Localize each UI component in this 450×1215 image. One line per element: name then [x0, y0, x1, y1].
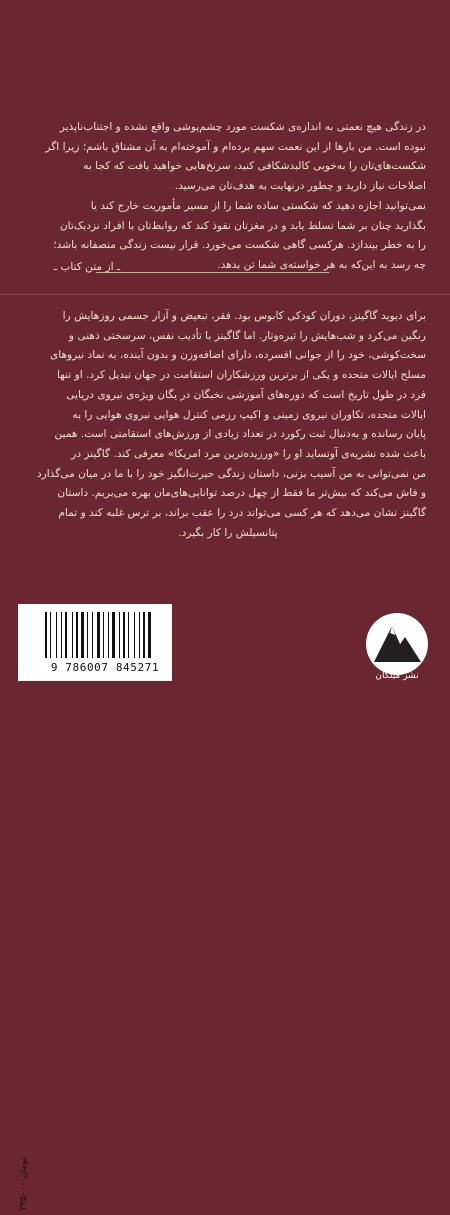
barcode-bar	[89, 612, 91, 658]
excerpt-line: چه رسد به این‌که به هر خواسته‌ی شما تن بدهد.	[217, 258, 426, 271]
barcode-bar	[92, 612, 93, 658]
excerpt-line: شکست‌های‌تان را به‌خوبی کالبدشکافی کنید، سرنخ‌هایی خواهید یافت که کجا به	[83, 160, 426, 173]
synopsis-line: پایان رسانده و به‌دنبال ثبت رکورد در تعداد زیادی از ورزش‌های استقامتی است. همین	[54, 428, 426, 441]
synopsis-line: من نمی‌توانی به من آسیب بزنی، داستان زندگی حیرت‌انگیز خود را با ما در میان می‌گذارد	[36, 467, 426, 480]
barcode-bar	[76, 612, 78, 658]
barcode-bar	[152, 612, 153, 658]
barcode-bar	[141, 612, 142, 658]
attribution-rule	[96, 272, 329, 273]
barcode-bar	[101, 612, 102, 658]
synopsis-line: پتانسیلش را کار بگیرد.	[178, 526, 278, 539]
barcode-bar	[74, 612, 75, 658]
isbn-barcode	[18, 604, 172, 1211]
synopsis-line: فرد در طول تاریخ است که دوره‌های آموزشی نخبگان در یگان ویژه‌ی نیروی دریایی	[66, 388, 426, 401]
barcode-bar	[134, 612, 135, 658]
excerpt-line: در زندگی هیچ نعمتی به اندازه‌ی شکست مورد چشم‌پوشی واقع نشده و اجتناب‌ناپذیر	[59, 121, 426, 133]
barcode-bar	[103, 612, 104, 658]
barcode-bar	[136, 612, 138, 658]
barcode-bar	[52, 612, 55, 658]
publisher-name: نشر میلکان	[375, 671, 419, 681]
barcode-bars	[45, 612, 165, 658]
barcode-bar	[58, 612, 60, 658]
barcode-bar	[63, 612, 64, 658]
synopsis-line: سخت‌کوشی، خود را از جوانی افسرده، دارای اضافه‌وزن و بدون آینده، به نماد نیروهای	[49, 349, 426, 362]
barcode-bar	[65, 612, 67, 658]
barcode-bar	[108, 612, 109, 658]
excerpt-line: نبوده است. من بارها از این نعمت سهم برده‌ام و آموخته‌ام به آن مشتاق باشم؛ زیرا اگر	[45, 140, 426, 153]
synopsis-line: مسلح ایالات متحده و یکی از برترین ورزشکاران استقامت در جهان تبدیل کرد. او تنها	[56, 369, 426, 382]
section-divider	[0, 294, 450, 295]
synopsis-line: ایالات متحده، تکاوران نیروی زمینی و اکیپ رزمی کنترل هوایی نیروی هوایی را به	[72, 408, 426, 421]
barcode-bar	[72, 612, 73, 658]
barcode-bar	[112, 612, 115, 658]
barcode-bar	[79, 612, 80, 658]
excerpt-line: بگذارید چنان بر شما تسلط یابد و در مغزتان نفوذ کند که روابط‌تان با افراد نزدیک‌تان	[59, 219, 426, 232]
excerpt-line: اصلاحات نیاز دارید و چطور درنهایت به هدف‌تان می‌رسید.	[174, 180, 426, 193]
barcode-bar	[56, 612, 57, 658]
isbn-number: 9 786007 845271	[50, 661, 160, 674]
barcode-bar	[50, 612, 51, 658]
barcode-bar	[130, 612, 133, 658]
barcode-bar	[143, 612, 145, 658]
excerpt-line: نمی‌توانید اجازه دهید که شکستی ساده شما را از مسیر مأموریت خارج کند یا	[90, 199, 426, 212]
barcode-bar	[139, 612, 140, 658]
barcode-bar	[97, 612, 100, 658]
excerpt-attribution: ـ از متن کتاب ـ	[53, 261, 120, 273]
barcode-bar	[81, 612, 84, 658]
publisher-logo	[364, 609, 430, 683]
excerpt-line: را به خطر بیندازد. هرکسی گاهی شکست می‌خورد. قرار نیست زندگی منصفانه باشد؛	[53, 239, 426, 252]
synopsis-line: گاگینز نشان می‌دهد که هر کسی می‌تواند درد را عقب براند، بر ترس غلبه کند و تمام	[58, 507, 426, 520]
barcode-bar	[121, 612, 122, 658]
synopsis-paragraph	[30, 307, 426, 543]
barcode-bar	[45, 612, 47, 658]
synopsis-line: و فاش می‌کند که بیش‌تر ما فقط از چهل درصد توانایی‌های‌مان بهره می‌بریم. داستان	[57, 487, 426, 500]
barcode-bar	[105, 612, 107, 658]
barcode-bar	[126, 612, 127, 658]
barcode-bar	[87, 612, 88, 658]
barcode-bar	[148, 612, 151, 658]
barcode-bar	[110, 612, 111, 658]
price-label: ۲۳۵۰۰۰ تومان	[19, 1157, 29, 1211]
barcode-bar	[119, 612, 120, 658]
barcode-bar	[123, 612, 125, 658]
synopsis-line: باعث شده نشریه‌ی آوتساید او را «ورزیده‌ترین مرد امریکا» معرفی کند. گاگینز در	[71, 447, 426, 460]
excerpt-paragraph	[30, 118, 426, 276]
synopsis-line: رنگین می‌کرد و شب‌هایش را تیره‌وتار. اما گاگینز با تأدیب نفس، سرسختی ذهنی و	[68, 329, 426, 342]
barcode-bar	[116, 612, 118, 658]
barcode-bar	[128, 612, 129, 658]
barcode-bar	[146, 612, 147, 658]
barcode-bar	[94, 612, 96, 658]
barcode-bar	[68, 612, 71, 658]
synopsis-line: برای دیوید گاگینز، دوران کودکی کابوس بود. فقر، تبعیض و آزار جسمی روزهایش را	[62, 310, 426, 322]
barcode-bar	[48, 612, 49, 658]
barcode-bar	[85, 612, 86, 658]
barcode-bar	[61, 612, 62, 658]
